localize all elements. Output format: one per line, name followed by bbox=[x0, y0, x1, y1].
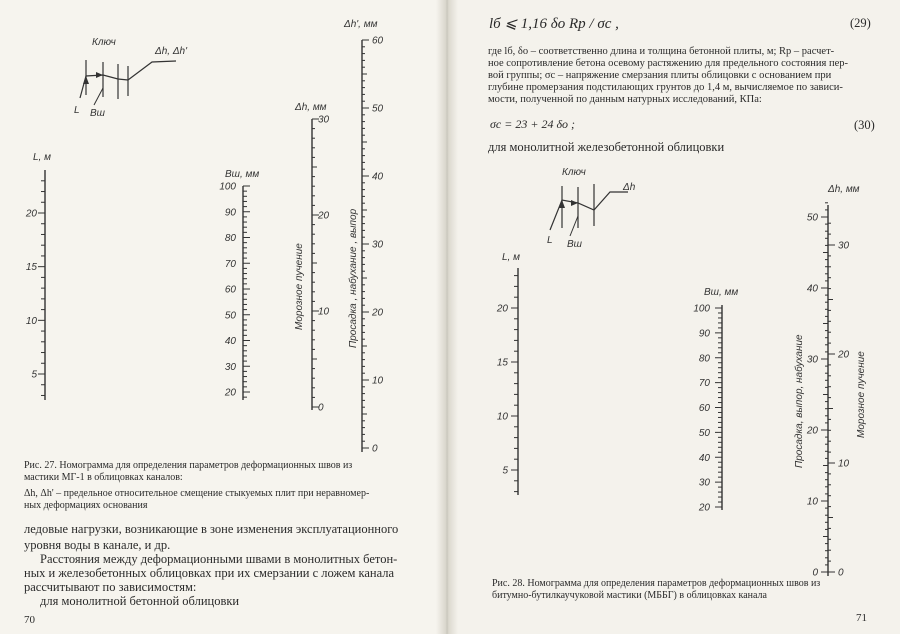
scale-dh-axis-title: Морозное пучение bbox=[294, 243, 305, 330]
scale-L-tick-label: 5 bbox=[502, 465, 508, 477]
where-text-line: вой группы; σс – напряжение смерзания плиты облицовки с основанием при bbox=[488, 70, 832, 81]
scale-L-tick-label: 20 bbox=[496, 303, 508, 315]
scale-L-unit: L, м bbox=[33, 152, 51, 163]
scale-dh-axis-title-right: Морозное пучение bbox=[856, 351, 867, 438]
key-dh-label: Δh, Δh' bbox=[155, 46, 188, 57]
key-l-label: L bbox=[74, 105, 80, 116]
fig27-note-line1: Δh, Δh' – предельное относительное смещение стыкуемых плит при неравномер- bbox=[24, 488, 370, 499]
scale-B-unit: Bш, мм bbox=[704, 287, 739, 298]
where-text-line: где lб, δо – соответственно длина и толщина бетонной плиты, м; Rр – расчет- bbox=[488, 46, 835, 57]
scale-dh-right-tick-label: 10 bbox=[838, 458, 850, 470]
key-l-label: L bbox=[547, 235, 553, 246]
key-label: Ключ bbox=[92, 37, 116, 48]
body-line: ных и железобетонных облицовках при их смерзании с ложем канала bbox=[24, 566, 395, 580]
scale-B-tick-label: 90 bbox=[224, 207, 236, 219]
body-line: ледовые нагрузки, возникающие в зоне изменения эксплуатационного bbox=[24, 522, 399, 536]
scale-L-tick-label: 10 bbox=[496, 411, 508, 423]
scale-dh2-tick-label: 0 bbox=[372, 443, 378, 455]
scale-B-tick-label: 70 bbox=[698, 378, 710, 390]
scale-B-tick-label: 60 bbox=[224, 284, 236, 296]
key-label: Ключ bbox=[562, 167, 586, 178]
fig27-caption-line1: Рис. 27. Номограмма для определения параметров деформационных швов из bbox=[24, 460, 353, 471]
where-text-line: глубине промерзания подстилающих грунтов до 1,4 м, вычисляемое по зависи- bbox=[488, 82, 843, 93]
scale-dh-tick-label: 20 bbox=[806, 425, 818, 437]
scale-dh2-axis-title: Просадка , набухание , выпор bbox=[348, 208, 359, 348]
key-pointer-B bbox=[570, 216, 578, 236]
book-gutter bbox=[436, 0, 458, 634]
fig28-caption-line1: Рис. 28. Номограмма для определения параметров деформационных швов из bbox=[492, 578, 821, 589]
body-line: для монолитной бетонной облицовки bbox=[40, 594, 240, 608]
scale-B-tick-label: 70 bbox=[224, 258, 236, 270]
scale-B-tick-label: 40 bbox=[698, 452, 710, 464]
formula-30-number: (30) bbox=[854, 118, 875, 132]
body-line: Расстояния между деформационными швами в монолитных бетон- bbox=[40, 552, 398, 566]
scale-dh-tick-label: 30 bbox=[318, 114, 330, 126]
body-line: уровня воды в канале, и др. bbox=[24, 538, 171, 552]
key-arrowhead bbox=[83, 76, 89, 84]
scale-dh-axis-title-left: Просадка, выпор, набухание bbox=[794, 334, 805, 468]
scale-L-tick-label: 10 bbox=[25, 315, 37, 327]
scale-L-tick-label: 15 bbox=[25, 262, 37, 274]
scale-dh2-tick-label: 30 bbox=[372, 239, 384, 251]
scale-dh2-tick-label: 40 bbox=[372, 171, 384, 183]
where-text-line: ное сопротивление бетона осевому растяжению для предельного состояния пер- bbox=[488, 58, 848, 69]
scale-B-tick-label: 100 bbox=[693, 303, 710, 315]
scale-dh-tick-label: 0 bbox=[318, 402, 324, 414]
scale-dh-right-tick-label: 0 bbox=[838, 567, 844, 579]
formula-30: σс = 23 + 24 δо ; bbox=[490, 117, 576, 131]
right-page bbox=[446, 0, 900, 634]
scale-B-tick-label: 80 bbox=[224, 233, 236, 244]
figure-28-nomogram bbox=[446, 0, 900, 634]
scale-dh-tick-label: 40 bbox=[806, 283, 818, 295]
scale-L-tick-label: 15 bbox=[496, 357, 508, 369]
scale-B-tick-label: 30 bbox=[698, 477, 710, 489]
key-bsh-label: Bш bbox=[567, 239, 582, 250]
scale-dh-tick-label: 10 bbox=[806, 496, 818, 508]
fig28-caption-line2: битумно-бутилкаучуковой мастики (МББГ) в облицовках канала bbox=[492, 590, 767, 601]
scale-dh-right-tick-label: 20 bbox=[838, 349, 850, 361]
fig27-note-line2: ных деформациях основания bbox=[24, 500, 148, 511]
page-number-right: 71 bbox=[856, 612, 867, 624]
key-bsh-label: Bш bbox=[90, 108, 105, 119]
scale-dh-tick-label: 10 bbox=[318, 306, 330, 318]
scale-dh-unit: Δh, мм bbox=[828, 184, 860, 195]
scale-dh-right-tick-label: 30 bbox=[838, 240, 850, 252]
scale-dh-tick-label: 30 bbox=[806, 354, 818, 366]
scale-L-unit: L, м bbox=[502, 252, 520, 263]
scale-dh-tick-label: 20 bbox=[318, 210, 330, 222]
subheading: для монолитной железобетонной облицовки bbox=[488, 140, 725, 154]
scale-dh2-unit: Δh', мм bbox=[344, 19, 378, 30]
left-page bbox=[0, 0, 446, 634]
where-text-line: мости, полученной по данным натурных исследований, КПа: bbox=[488, 94, 762, 105]
scale-B-tick-label: 40 bbox=[224, 336, 236, 347]
scale-B-tick-label: 30 bbox=[224, 361, 236, 373]
key-pointer-B bbox=[94, 88, 103, 105]
scale-B-tick-label: 80 bbox=[698, 353, 710, 365]
scale-dh-tick-label: 50 bbox=[806, 212, 818, 224]
formula-29-number: (29) bbox=[850, 16, 871, 30]
scale-dh-unit: Δh, мм bbox=[295, 102, 327, 113]
scale-B-tick-label: 20 bbox=[224, 387, 236, 399]
scale-B-tick-label: 50 bbox=[698, 427, 710, 439]
scale-L-tick-label: 5 bbox=[31, 369, 37, 381]
body-line: рассчитывают по зависимостям: bbox=[24, 580, 197, 594]
scale-B-tick-label: 60 bbox=[698, 403, 710, 414]
scale-dh2-tick-label: 20 bbox=[372, 307, 384, 319]
key-dh-label: Δh bbox=[623, 182, 636, 193]
scale-B-tick-label: 90 bbox=[698, 328, 710, 340]
scale-dh2-tick-label: 10 bbox=[372, 375, 384, 387]
formula-29: lб ⩽ 1,16 δо Rр / σс , bbox=[489, 16, 619, 32]
scale-dh2-tick-label: 60 bbox=[372, 35, 384, 47]
scale-L-tick-label: 20 bbox=[25, 208, 37, 220]
scale-B-tick-label: 100 bbox=[219, 181, 236, 193]
scale-B-tick-label: 20 bbox=[698, 502, 710, 514]
scale-dh2-tick-label: 50 bbox=[372, 103, 384, 115]
key-arrowhead bbox=[571, 200, 578, 206]
page-number-left: 70 bbox=[24, 614, 35, 626]
fig27-caption-line2: мастики МГ-1 в облицовках каналов: bbox=[24, 472, 183, 483]
scale-B-unit: Bш, мм bbox=[225, 169, 260, 180]
scale-B-tick-label: 50 bbox=[224, 310, 236, 322]
scale-dh-tick-label: 0 bbox=[812, 567, 818, 579]
key-arrowhead bbox=[96, 72, 103, 78]
